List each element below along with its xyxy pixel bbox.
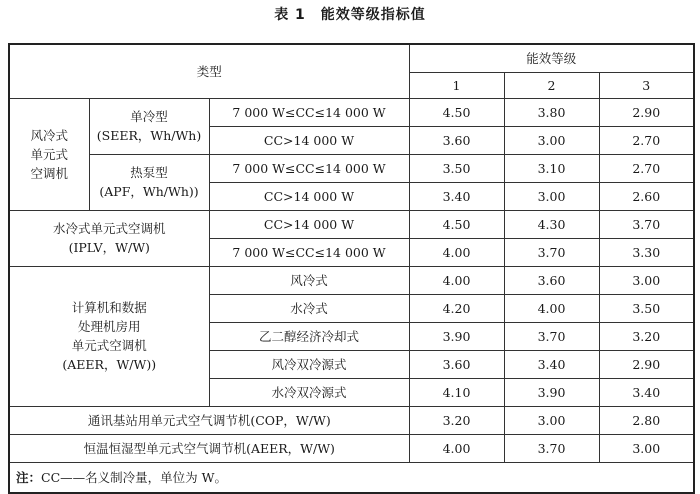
computer-room-label — [9, 266, 209, 406]
group-line: 计算机和数据 — [71, 300, 147, 315]
note-prefix: 注： — [16, 469, 42, 485]
group-line: 单元式 — [30, 146, 68, 162]
group-line: 空调机 — [30, 165, 68, 181]
value-cell: 3.80 — [504, 98, 599, 126]
condition-cell: 乙二醇经济冷却式 — [209, 322, 409, 350]
heat-pump-label — [89, 154, 209, 210]
condition-cell: 7 000 W≤CC≤14 000 W — [209, 98, 409, 126]
grade-1-header: 1 — [409, 72, 504, 98]
subtype-unit: (SEER，Wh/Wh) — [96, 128, 202, 143]
value-cell: 4.00 — [504, 294, 599, 322]
group-line: 风冷式 — [30, 127, 68, 143]
subtype-unit: (APF，Wh/Wh)) — [99, 184, 199, 199]
value-cell: 3.70 — [504, 322, 599, 350]
water-cooled-label — [9, 210, 209, 266]
value-cell: 3.90 — [409, 322, 504, 350]
group-line: (AEER，W/W)) — [62, 357, 157, 372]
value-cell: 3.20 — [409, 406, 504, 434]
air-cooled-group-label — [9, 98, 89, 210]
value-cell: 3.40 — [599, 378, 694, 406]
value-cell: 3.00 — [504, 126, 599, 154]
value-cell: 4.00 — [409, 266, 504, 294]
value-cell: 3.50 — [409, 154, 504, 182]
value-cell: 3.30 — [599, 238, 694, 266]
table-note — [9, 462, 694, 493]
group-line: 单元式空调机 — [71, 338, 147, 353]
value-cell: 2.70 — [599, 126, 694, 154]
grade-2-header: 2 — [504, 72, 599, 98]
value-cell: 3.70 — [504, 434, 599, 462]
note-text: CC——名义制冷量，单位为 W。 — [41, 469, 227, 485]
value-cell: 2.70 — [599, 154, 694, 182]
subtype-name: 单冷型 — [130, 109, 168, 124]
condition-cell: 7 000 W≤CC≤14 000 W — [209, 238, 409, 266]
condition-cell: CC>14 000 W — [209, 182, 409, 210]
value-cell: 4.00 — [409, 434, 504, 462]
value-cell: 4.50 — [409, 210, 504, 238]
efficiency-table — [8, 43, 695, 494]
condition-cell: CC>14 000 W — [209, 210, 409, 238]
condition-cell: 风冷双冷源式 — [209, 350, 409, 378]
condition-cell: 水冷双冷源式 — [209, 378, 409, 406]
type-header: 类型 — [9, 44, 409, 98]
value-cell: 4.50 — [409, 98, 504, 126]
condition-cell: CC>14 000 W — [209, 126, 409, 154]
value-cell: 3.60 — [409, 126, 504, 154]
grade-3-header: 3 — [599, 72, 694, 98]
value-cell: 2.60 — [599, 182, 694, 210]
value-cell: 2.90 — [599, 350, 694, 378]
value-cell: 4.00 — [409, 238, 504, 266]
value-cell: 3.40 — [504, 350, 599, 378]
const-temp-label: 恒温恒湿型单元式空气调节机(AEER，W/W) — [9, 434, 409, 462]
subtype-name: 热泵型 — [130, 165, 168, 180]
section-unit: (IPLV，W/W) — [68, 240, 150, 255]
value-cell: 3.40 — [409, 182, 504, 210]
value-cell: 3.00 — [504, 406, 599, 434]
group-line: 处理机房用 — [77, 319, 141, 334]
value-cell: 3.50 — [599, 294, 694, 322]
value-cell: 2.90 — [599, 98, 694, 126]
condition-cell: 风冷式 — [209, 266, 409, 294]
value-cell: 2.80 — [599, 406, 694, 434]
value-cell: 3.00 — [599, 434, 694, 462]
value-cell: 3.90 — [504, 378, 599, 406]
cooling-only-label — [89, 98, 209, 154]
telecom-label: 通讯基站用单元式空气调节机(COP，W/W) — [9, 406, 409, 434]
value-cell: 3.70 — [504, 238, 599, 266]
value-cell: 3.00 — [504, 182, 599, 210]
condition-cell: 水冷式 — [209, 294, 409, 322]
value-cell: 3.70 — [599, 210, 694, 238]
value-cell: 3.60 — [409, 350, 504, 378]
table-title: 表 1 能效等级指标值 — [274, 7, 426, 23]
condition-cell: 7 000 W≤CC≤14 000 W — [209, 154, 409, 182]
section-name: 水冷式单元式空调机 — [52, 221, 166, 236]
value-cell: 3.20 — [599, 322, 694, 350]
value-cell: 3.60 — [504, 266, 599, 294]
value-cell: 3.10 — [504, 154, 599, 182]
value-cell: 3.00 — [599, 266, 694, 294]
value-cell: 4.10 — [409, 378, 504, 406]
value-cell: 4.30 — [504, 210, 599, 238]
value-cell: 4.20 — [409, 294, 504, 322]
grade-header: 能效等级 — [409, 44, 694, 72]
